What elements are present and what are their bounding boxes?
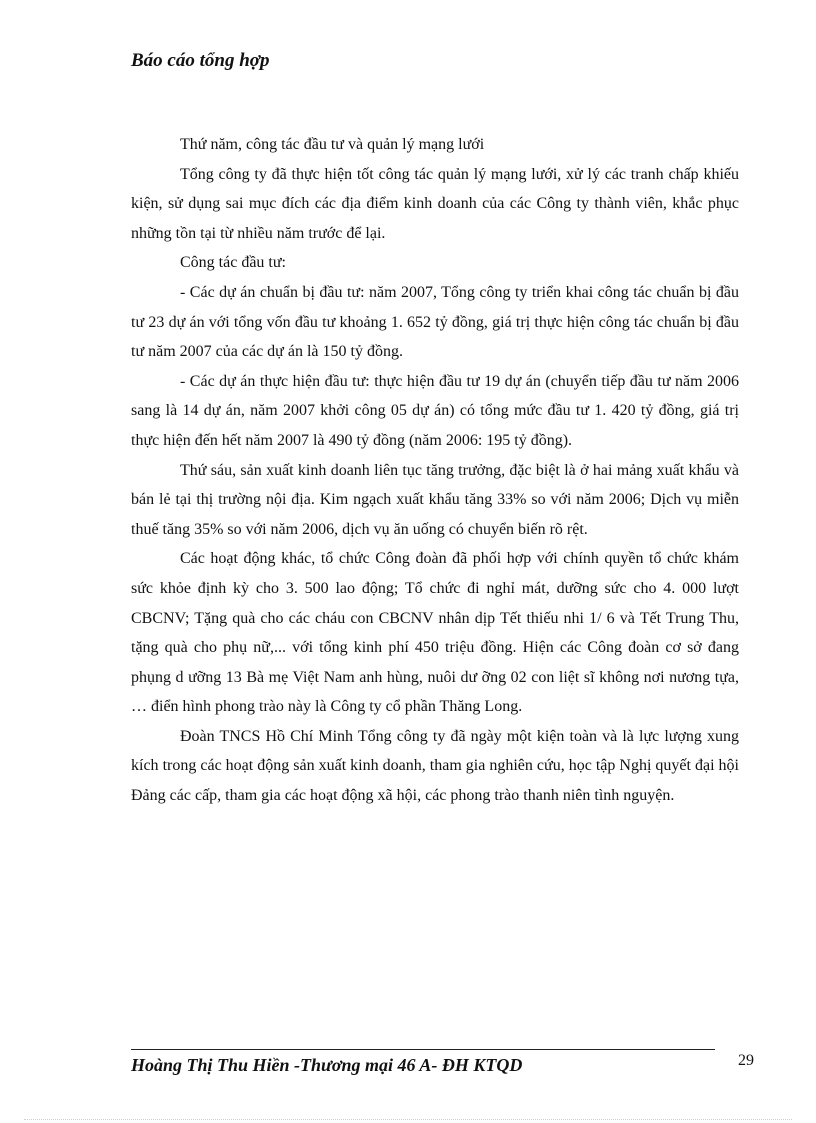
paragraph-network-management: Tổng công ty đã thực hiện tốt công tác quản lý mạng lưới, xử lý các tranh chấp khiếu kiện, sử dụng sai mục đích các địa điểm kinh doanh của các Công ty thành viên, khắc phục những tồn tại từ nhiều năm trước để lại. xyxy=(131,165,739,242)
paragraph-implemented-projects: - Các dự án thực hiện đầu tư: thực hiện đầu tư 19 dự án (chuyển tiếp đầu tư năm 2006 sang là 14 dự án, năm 2007 khởi công 05 dự án) có tổng mức đầu tư 1. 420 tỷ đồng, giá trị thực hiện đến hết năm 2007 là 490 tỷ đồng (năm 2006: 195 tỷ đồng). xyxy=(131,372,739,449)
footer-author: Hoàng Thị Thu Hiền -Thương mại 46 A- ĐH KTQD xyxy=(131,1055,523,1075)
paragraph-investment-heading: Công tác đầu tư: xyxy=(180,254,286,272)
page-bottom-border xyxy=(24,1119,792,1120)
footer-divider xyxy=(131,1049,715,1050)
page-header-title: Báo cáo tổng hợp xyxy=(131,50,270,71)
document-body xyxy=(131,130,739,811)
paragraph-business-growth: Thứ sáu, sản xuất kinh doanh liên tục tăng trưởng, đặc biệt là ở hai mảng xuất khẩu và bán lẻ tại thị trường nội địa. Kim ngạch xuất khẩu tăng 33% so với năm 2006; Dịch vụ miễn thuế tăng 35% so với năm 2006, dịch vụ ăn uống có chuyển biến rõ rệt. xyxy=(131,461,739,538)
paragraph-youth-union: Đoàn TNCS Hồ Chí Minh Tổng công ty đã ngày một kiện toàn và là lực lượng xung kích trong các hoạt động sản xuất kinh doanh, tham gia nghiên cứu, học tập Nghị quyết đại hội Đảng các cấp, tham gia các hoạt động xã hội, các phong trào thanh niên tình nguyện. xyxy=(131,727,739,805)
paragraph-union-activities: Các hoạt động khác, tổ chức Công đoàn đã phối hợp với chính quyền tổ chức khám sức khỏe định kỳ cho 3. 500 lao động; Tổ chức đi nghỉ mát, dưỡng sức cho 4. 000 lượt CBCNV; Tặng quà cho các cháu con CBCNV nhân dịp Tết thiếu nhi 1/ 6 và Tết Trung Thu, tặng quà cho phụ nữ,... với tổng kinh phí 450 triệu đồng. Hiện các Công đoàn cơ sở đang phụng d ưỡng 13 Bà mẹ Việt Nam anh hùng, nuôi dư ỡng 02 con liệt sĩ không nơi nương tựa, … điển hình phong trào này là Công ty cổ phần Thăng Long. xyxy=(131,550,739,716)
paragraph-prepared-projects: - Các dự án chuẩn bị đầu tư: năm 2007, Tổng công ty triển khai công tác chuẩn bị đầu tư 23 dự án với tổng vốn đầu tư khoảng 1. 652 tỷ đồng, giá trị thực hiện công tác chuẩn bị đầu tư năm 2007 của các dự án là 150 tỷ đồng. xyxy=(131,283,739,361)
paragraph-heading-5: Thứ năm, công tác đầu tư và quản lý mạng lưới xyxy=(180,136,485,153)
page-number: 29 xyxy=(738,1052,754,1069)
